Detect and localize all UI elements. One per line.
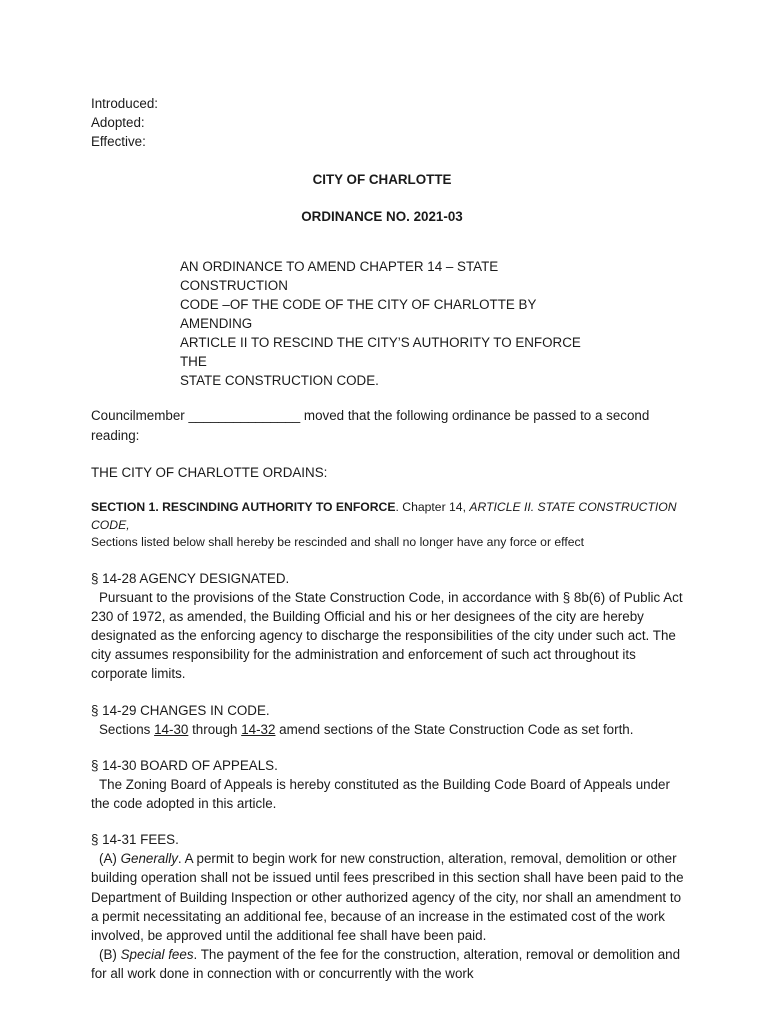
section-14-29-post: amend sections of the State Construction Code as set forth.	[275, 721, 634, 737]
heading-line-2: CODE –OF THE CODE OF THE CITY OF CHARLOTTE BY AMENDING	[180, 297, 537, 332]
heading-line-3: ARTICLE II TO RESCIND THE CITY’S AUTHORITY TO ENFORCE THE	[180, 335, 581, 370]
section-14-31-b-body: . The payment of the fee for the construction, alteration, removal or demolition and for all work done in connection with or concurrently with the work	[91, 947, 681, 982]
section-14-32-link[interactable]: 14-32	[241, 721, 276, 737]
ordains-line: THE CITY OF CHARLOTTE ORDAINS:	[91, 464, 328, 480]
status-dates	[91, 94, 691, 151]
section-14-31	[91, 830, 691, 983]
section-14-31-a-heading: Generally	[120, 851, 178, 867]
introduced-label: Introduced:	[91, 96, 158, 111]
section-14-30-title: § 14-30 BOARD OF APPEALS.	[91, 757, 278, 773]
motion-paragraph: Councilmember _______________ moved that the following ordinance be passed to a second reading:	[91, 408, 650, 443]
section-14-29-body	[91, 720, 691, 739]
section-14-28-title: § 14-28 AGENCY DESIGNATED.	[91, 570, 290, 586]
city-title: CITY OF CHARLOTTE	[312, 172, 452, 187]
section-14-29-title: § 14-29 CHANGES IN CODE.	[91, 702, 270, 718]
section-14-31-b	[91, 945, 691, 983]
heading-line-4: STATE CONSTRUCTION CODE.	[180, 373, 379, 389]
section-14-31-a-label: (A)	[99, 851, 121, 867]
section-14-28	[91, 569, 691, 684]
ordinance-page	[91, 94, 691, 984]
section-14-30-link[interactable]: 14-30	[154, 721, 189, 737]
section-14-29-mid: through	[188, 721, 242, 737]
section-14-31-a-body: . A permit to begin work for new construction, alteration, removal, demolition or other building operation shall not be issued until fees prescribed in this section shall have been paid to the Department of Building Inspection or other authorized agency of the city, nor shall an amendment to a permit necessitating an additional fee, because of an increase in the estimated cost of the work involved, be approved until the additional fee shall have been paid.	[91, 851, 684, 943]
section-1-text-b: Sections listed below shall hereby be rescinded and shall no longer have any force or effect	[91, 535, 584, 550]
section-1	[91, 499, 691, 552]
section-14-31-b-heading: Special fees	[120, 947, 194, 963]
section-1-article: ARTICLE II. STATE CONSTRUCTION CODE,	[91, 500, 677, 532]
effective-label: Effective:	[91, 134, 146, 149]
section-14-28-body: Pursuant to the provisions of the State Construction Code, in accordance with § 8b(6) of Public Act 230 of 1972, as amended, the Building Official and his or her designees of the city are hereby designated as the enforcing agency to discharge the responsibilities of the city under such act. The city assumes responsibility for the administration and enforcement of such act throughout its corporate limits.	[91, 589, 683, 682]
section-14-30-body: The Zoning Board of Appeals is hereby constituted as the Building Code Board of Appeals under the code adopted in this article.	[91, 776, 670, 811]
section-14-31-a	[91, 849, 691, 945]
section-1-text-a: . Chapter 14,	[395, 500, 470, 515]
section-14-31-b-label: (B)	[99, 947, 121, 963]
ordinance-heading	[180, 257, 585, 390]
heading-line-1: AN ORDINANCE TO AMEND CHAPTER 14 – STATE CONSTRUCTION	[180, 259, 499, 294]
section-14-30	[91, 756, 691, 813]
section-14-31-title: § 14-31 FEES.	[91, 832, 179, 848]
section-14-29-pre: Sections	[99, 721, 155, 737]
section-1-label: SECTION 1. RESCINDING AUTHORITY TO ENFORCE	[91, 500, 396, 515]
section-14-29	[91, 701, 691, 739]
ordinance-number: ORDINANCE NO. 2021-03	[301, 209, 463, 225]
adopted-label: Adopted:	[91, 115, 145, 130]
